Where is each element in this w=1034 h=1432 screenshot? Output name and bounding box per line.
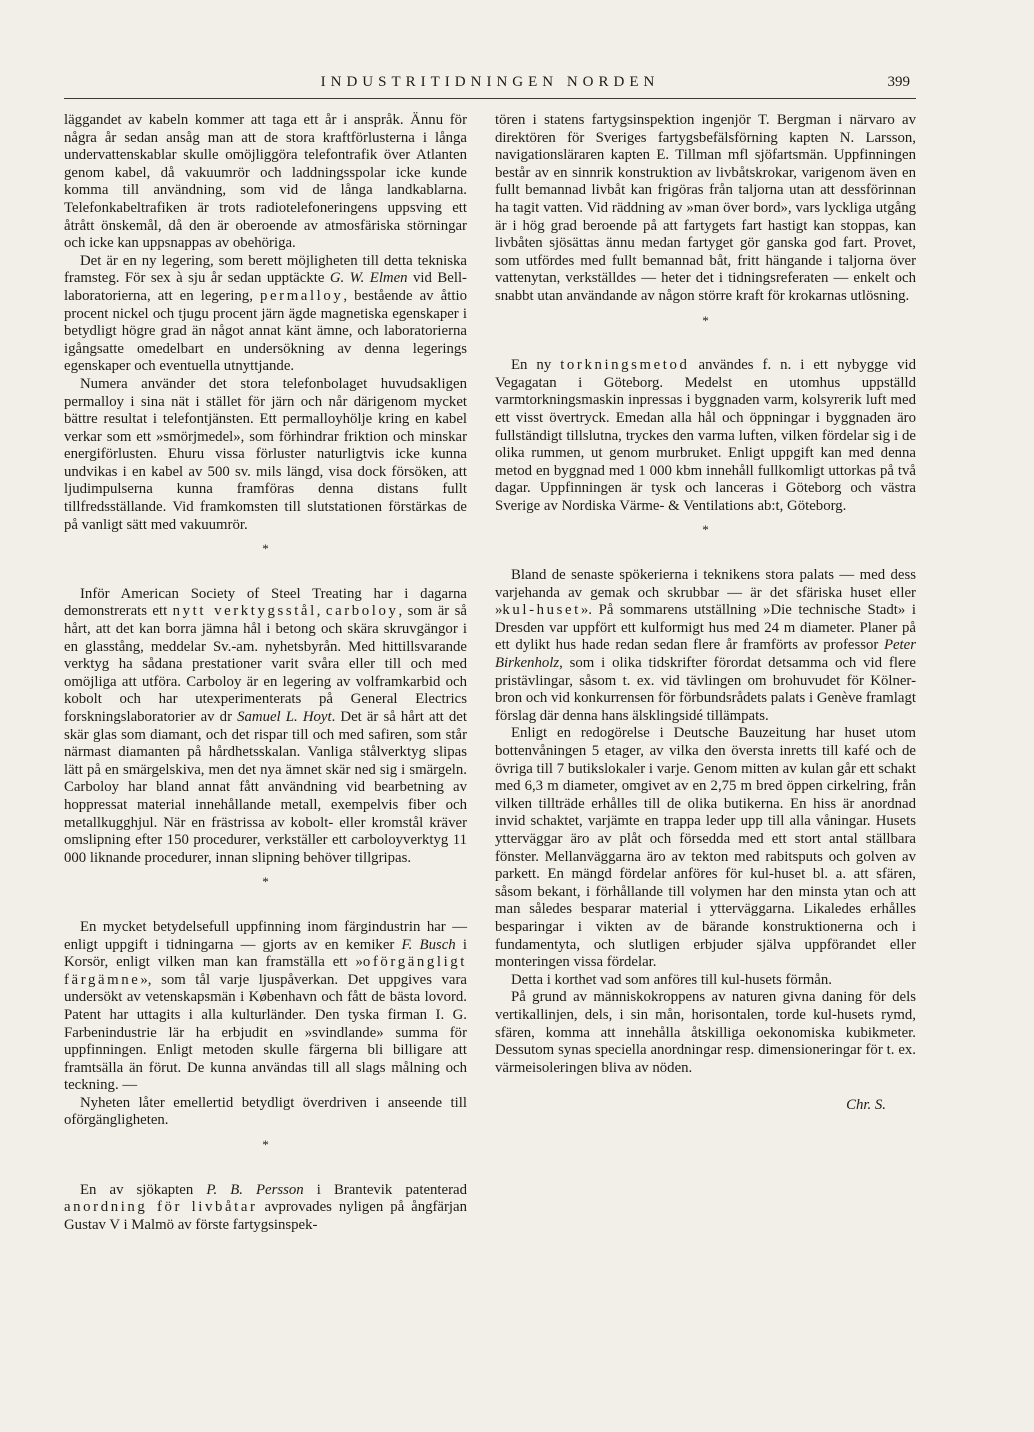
text-run: . Det är så hårt att det skär glas som diamant, och det rispar till och med safiren, som står närmast diamanten på hårdhetsskalan. Vanliga stålverktyg slipas lätt på en smärgelskiva, men det nya ämnet skär ned sig i smärgeln. Carboloy har bland annat fått användning vid bearbetning av hoppressat material innehållande metall, exempelvis fiber och metallkugghjul. När en frästrissa av kobolt- eller kromstål kräver omslipning efter 150 procedurer, verkställer ett carboloyverktyg 11 000 liknande procedurer, innan slipning behöver tillgripas. [64, 709, 467, 866]
spaced-term: anordning för livbåtar [64, 1199, 258, 1216]
closing-paragraph: På grund av människokroppens av naturen givna daning för dels vertikallinjen, dels, i sin mån, horisontalen, torde kul-husets rymd, sfären, komma att innehålla åtskilliga oekonomiska kubikmeter. Dessutom synas speciella anordningar resp. dimensioneringar för t. ex. värmeisoleringen bliva av nöden. [495, 989, 916, 1076]
section-separator: * [262, 874, 269, 890]
drying-method-paragraph [495, 357, 916, 515]
permalloy-paragraph [64, 253, 467, 376]
dye-paragraph [64, 919, 467, 1095]
summary-paragraph: Detta i korthet vad som anföres till kul-husets förmån. [511, 971, 832, 988]
section-separator: * [262, 541, 269, 557]
text-run: avprovades nyligen på ångfärjan Gustav V i Malmö av förste fartygsinspek- [64, 1199, 467, 1233]
bauzeitung-paragraph: Enligt en redogörelse i Deutsche Bauzeitung har huset utom bottenvåningen 5 etager, av vilka den översta inretts till kafé och de övriga till 7 butikslokaler i varje. Genom mitten av kulan går ett schakt med 6,3 m diameter, omgivet av en 2,75 m bred öppen cirkelring, från vilken tillträde erhålles till de olika butikerna. En hiss är anordnad invid schaktet, varjämte en trappa leder upp till alla våningar. Husets ytterväggar äro av plåt och försedda med ett stort antal ställbara fönster. Mellanväggarna äro av tekton med rabitsputs och golven av parkett. En mängd fördelar anföres för kul-huset bl. a. att sfären, såsom bekant, i förhållande till volymen har den minsta ytan och att man således besparar material i ytterväggarna. Likaledes erhålles besparingar i vikten av de bärande konstruktionerna och i fundamentyta, och slutligen erbjuder själva uppförandet eller monteringen vissa fördelar. [495, 725, 916, 971]
text-run: vid Bell-laboratorierna, att en legering, [64, 270, 467, 304]
text-run: , som i olika tidskrifter förordat detsamma och vid flere pristävlingar, såsom t. ex. vid tävlingen om brohuvudet för Kölner-bron och vid konkurrensen för förbundsrådets palats i Genève framlagt förslag där denna hans älsklingsidé tillämpats. [495, 655, 916, 724]
spaced-term: kul-huset [502, 602, 581, 619]
running-header [64, 72, 916, 99]
spaced-term: oförgängligt färgämne [64, 954, 467, 988]
person-name: G. W. Elmen [329, 270, 408, 287]
person-name: Samuel L. Hoyt [237, 709, 332, 725]
text-run: i Brantevik patenterad [303, 1181, 467, 1198]
text-run: ». På sommarens utställning »Die technische Stadt» i Dresden var uppfört ett kulformigt hus med 24 m diameter. Planer på ett dylikt hus hade redan sedan flere år framförts av professor [495, 602, 916, 654]
section-separator: * [702, 312, 709, 328]
person-name: F. Busch [401, 936, 456, 953]
page-number: 399 [887, 74, 910, 90]
spaced-term: permalloy [260, 287, 344, 304]
cable-article-paragraph: läggandet av kabeln kommer att taga ett år i anspråk. Ännu för några år sedan ansåg man att de stora kraftförlusterna i långa undervattenskablar skulle omöjliggöra telefontrafik över Atlanten genom kabel, då vakuumrör och laddningsspolar icke kunde komma till användning, som vid de långa landkablarna. Telefonkabeltrafiken är trots radiotelefoneringens uppsving ett åtrått önskemål, då den är oberoende av atmosfäriska störningar och icke kan uppsnappas av obehöriga. [64, 112, 467, 252]
left-column [64, 112, 467, 1234]
spaced-term: carboloy [325, 603, 399, 620]
spaced-term: nytt verktygsstål [172, 603, 317, 620]
text-run: Inför American Society of Steel Treating har i dagarna demonstrerats ett [64, 585, 467, 620]
text-run: », som tål varje ljuspåverkan. Det uppgives vara undersökt av vetenskapsmän i København och fått de bästa lovord. Patent har uttagits i alla kulturländer. Den tyska firman I. G. Farbenindustrie lär ha erbjudit en »svindlande» summa för uppfinningen. Enligt metoden skulle färgerna bli billigare att framtsälla än förut. De kunna användas till all slags målning och teckning. — [64, 971, 467, 1094]
telephone-paragraph: Numera använder det stora telefonbolaget huvudsakligen permalloy i sina nät i stället för järn och når därigenom mycket bättre resultat i telefontjänsten. Ett permalloyhölje kring en kabel verkar som ett »smörjmedel», som förhindrar friktion och minskar energiförlusten. Ehuru vissa förluster naturligtvis icke kunna undvikas i en kabel av 500 sv. mils längd, visa dock försöken, att ljudimpulserna kunna framföras denna distans fullt tillfredsställande. Vid framkomsten till slutstationen förstärkas de på vanligt sätt med vakuumrör. [64, 375, 467, 533]
person-name: P. B. Persson [206, 1181, 304, 1198]
text-run: , bestående av åttio procent nickel och tjugu procent järn ägde magnetiska egenskaper i betydligt högre grad än något annat känt ämne, och laboratorierna igångsatte omedelbart en undersökning av denna legerings egenskaper och eventuella utnyttjande. [64, 287, 467, 375]
dye-comment-paragraph: Nyheten låter emellertid betydligt överdriven i anseende till oförgängligheten. [64, 1094, 467, 1129]
text-run: , [316, 603, 326, 620]
text-run: , som är så hårt, att det kan borra jämna hål i betong och skära skruvgängor i en glasstång, meddelar Sv.-am. nyhetsbyrån. Med hittillsvarande verktyg ha sådana prestationer varit svåra eller till och med omöjliga att utföra. Carboloy är en legering av volframkarbid och kobolt och har utexperimenterats på General Electrics forskningslaboratorier av dr [64, 603, 467, 725]
journal-title: INDUSTRITIDNINGEN NORDEN [320, 74, 660, 90]
author-signature: Chr. S. [846, 1097, 886, 1114]
text-run: En ny [511, 357, 561, 374]
text-run: En mycket betydelsefull uppfinning inom färgindustrin har — enligt uppgift i tidningarna — gjorts av en kemiker [64, 918, 467, 953]
sphere-house-paragraph [495, 567, 916, 725]
text-run: Det är en ny legering, som berett möjligheten till detta tekniska framsteg. För sex à sju år sedan upptäckte [64, 252, 467, 287]
carboloy-paragraph [64, 586, 467, 868]
text-run: i Korsör, enligt vilken man kan framställa ett » [64, 936, 467, 971]
right-column [495, 112, 916, 1115]
lifeboat-paragraph [64, 1182, 467, 1235]
section-separator: * [262, 1137, 269, 1153]
spaced-term: torkningsmetod [560, 357, 690, 374]
section-separator: * [702, 522, 709, 538]
text-run: En av sjökapten [80, 1181, 207, 1198]
text-run: användes f. n. i ett nybygge vid Vegagatan i Göteborg. Medelst en utomhus uppställd varmtorkningsmaskin inpressas i byggnaden varm, kolsyrerik luft med ett visst övertryck. Emedan alla hål och öppningar i byggnaden äro fullständigt tillslutna, tryckes den varma luften, vilken fördelar sig i de olika rummen, ut genom murbruket. Enligt uppgift kan med denna metod en byggnad med 1 000 kbm innehåll fullkomligt uttorkas på två dagar. Uppfinningen är tysk och lanceras i Göteborg och västra Sverige av Nordiska Värme- & Ventilations ab:t, Göteborg. [495, 357, 916, 514]
lifeboat-continued-paragraph: tören i statens fartygsinspektion ingenjör T. Bergman i närvaro av direktören för Sveriges fartygsbefälsförning kapten N. Larsson, navigationsläraren kapten E. Tillman mfl sjöfartsmän. Uppfinningen består av en sinnrik konstruktion av livbåtskrokar, varigenom även en fullt bemannad livbåt kan frigöras från taljorna utan att dessförinnan ha tagit vatten. Vid räddning av »man över bord», vars lyckliga utgång är i hög grad beroende på att fartygets fart hastigt kan stoppas, kan livbåten sjösättas ännu medan fartyget gör ganska god fart. Provet, som utfördes med fullt bemannad båt, fritt hängande i taljorna över vattenytan, verkställdes — heter det i tidningsreferaten — enkelt och snabbt utan användande av någon större kraft för krokarnas utlösning. [495, 112, 916, 304]
person-name: Peter Birkenholz [495, 637, 916, 672]
text-run: Bland de senaste spökerierna i teknikens stora palats — med dess varjehanda av gemak och skrubbar — är det sfäriska huset eller » [495, 567, 916, 619]
